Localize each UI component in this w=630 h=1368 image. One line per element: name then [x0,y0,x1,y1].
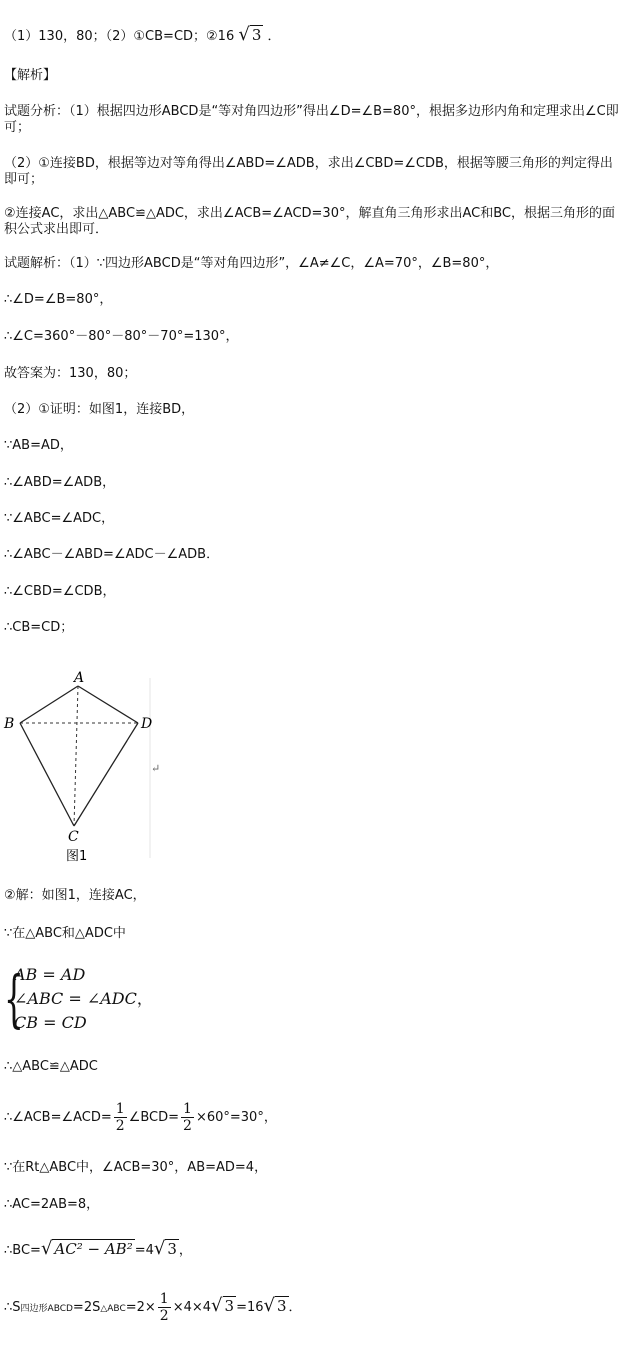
solution-line-3: ∴∠C=360°－80°－80°－70°=130°， [4,329,239,344]
system-row-1: AB = AD [14,965,86,984]
analysis-line-3: ②连接AC，求出△ABC≌△ADC，求出∠ACB=∠ACD=30°，解直角三角形求出AC和BC，根据三角形的面积公式求出即可． [4,206,615,237]
system-row-3: CB = CD [14,1013,87,1032]
return-mark: ↵ [151,762,160,775]
figure-caption: 图1 [66,849,88,864]
analysis-line-2: （2）①连接BD，根据等边对等角得出∠ABD=∠ADB，求出∠CBD=∠CDB，根据等腰三角形的判定得出即可； [4,156,613,187]
label-a: A [74,670,85,686]
solution-line-1: 试题解析：（1）∵四边形ABCD是“等对角四边形”，∠A≠∠C，∠A=70°，∠B=80°， [4,256,499,271]
solution-line-7: ∴∠ABD=∠ADB， [4,475,116,490]
solution-line-17: ∴AC=2AB=8， [4,1197,100,1212]
solution-line-18: ∴BC=√ AC² − AB² =4√ 3 ， [4,1238,192,1262]
fraction-half-3: $\frac{1}{2}$ [159,1291,169,1324]
solution-line-4: 故答案为：130，80； [4,366,137,381]
label-c: C [68,829,79,845]
analysis-line-1: 试题分析：（1）根据四边形ABCD是“等对角四边形”得出∠D=∠B=80°，根据多边形内角和定理求出∠C即可； [4,104,619,135]
section-title: 【解析】 [4,68,57,83]
solution-line-8: ∵∠ABC=∠ADC， [4,511,115,526]
label-d: D [141,716,153,732]
solution-line-12: ②解：如图1，连接AC， [4,888,146,903]
solution-line-16: ∵在Rt△ABC中，∠ACB=30°，AB=AD=4， [4,1160,268,1175]
solution-line-14: ∴△ABC≌△ADC [4,1059,98,1074]
solution-line-15: ∴∠ACB=∠ACD= $\frac{1}{2}$ ∠BCD= $\frac{1}{2}$ ×60°=30°， [4,1101,277,1134]
solution-line-19: ∴S四边形ABCD=2S△ABC=2× $\frac{1}{2}$ ×4×4√ 3 =16√ 3 ． [4,1291,302,1324]
fraction-half-1: $\frac{1}{2}$ [115,1101,125,1134]
solution-line-13: ∵在△ABC和△ADC中 [4,926,126,941]
system-row-2: ∠ABC = ∠ADC， [14,989,153,1008]
label-b: B [4,716,15,732]
fraction-half-2: $\frac{1}{2}$ [183,1101,192,1134]
solution-line-10: ∴∠CBD=∠CDB， [4,584,116,599]
solution-line-9: ∴∠ABC－∠ABD=∠ADC－∠ADB． [4,547,220,562]
solution-line-6: ∵AB=AD， [4,438,73,453]
sqrt-ac-ab: √ AC² − AB² [40,1238,133,1259]
edge-dc [74,723,138,826]
figure-1-kite [0,668,160,868]
edge-ab [20,686,78,723]
answer-sqrt: √ 3 [238,24,262,45]
diagonal-ac [74,686,78,826]
solution-line-5: （2）①证明：如图1，连接BD， [4,402,195,417]
answer-line: （1）130，80；（2）①CB=CD；②16 √ 3 ． [4,24,281,45]
solution-line-2: ∴∠D=∠B=80°， [4,292,113,307]
left-brace: { [4,962,24,1035]
edge-bc [20,723,74,826]
edge-ad [78,686,138,723]
solution-line-11: ∴CB=CD； [4,620,74,635]
answer-text: （1）130，80；（2）①CB=CD；②16 [4,29,235,44]
